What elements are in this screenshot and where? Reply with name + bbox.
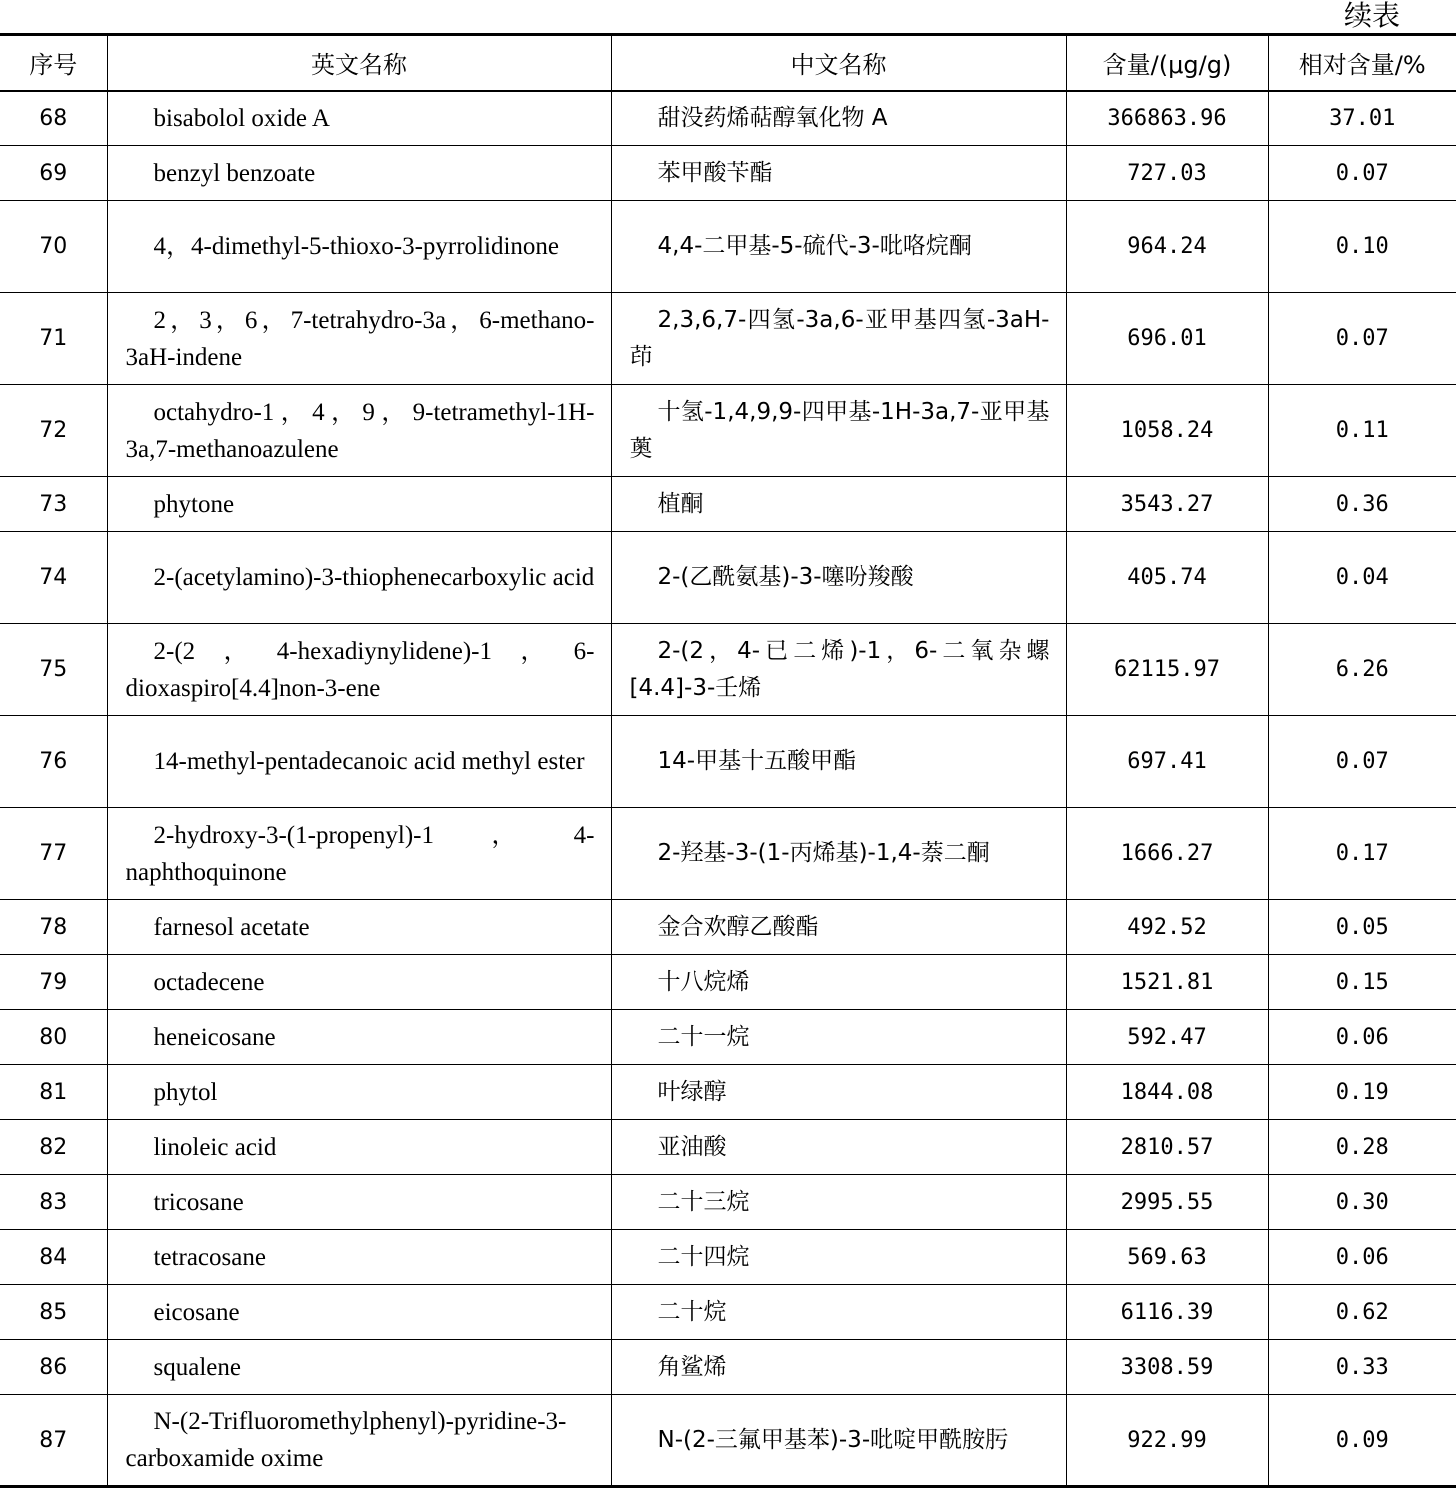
table-row	[0, 532, 1456, 624]
cell-no: 76	[0, 716, 107, 808]
cell-no: 84	[0, 1230, 107, 1285]
cell-amount: 366863.96	[1066, 91, 1268, 146]
cell-english-name: 2-(acetylamino)-3-thiophenecarboxylic acid	[107, 532, 611, 624]
table-row	[0, 624, 1456, 716]
cell-amount: 2810.57	[1066, 1120, 1268, 1175]
table-header	[0, 35, 1456, 91]
cell-chinese-name: 亚油酸	[611, 1120, 1066, 1175]
cell-relative-amount: 0.28	[1268, 1120, 1456, 1175]
cell-english-name: phytone	[107, 477, 611, 532]
cell-no: 87	[0, 1395, 107, 1487]
table-row	[0, 201, 1456, 293]
cell-no: 71	[0, 293, 107, 385]
cell-chinese-name: 十氢-1,4,9,9-四甲基-1H-3a,7-亚甲基薁	[611, 385, 1066, 477]
cell-english-name: octadecene	[107, 955, 611, 1010]
table-row	[0, 1175, 1456, 1230]
cell-chinese-name: N-(2-三氟甲基苯)-3-吡啶甲酰胺肟	[611, 1395, 1066, 1487]
cell-relative-amount: 0.36	[1268, 477, 1456, 532]
cell-english-name: benzyl benzoate	[107, 146, 611, 201]
table-row	[0, 1230, 1456, 1285]
cell-relative-amount: 0.07	[1268, 293, 1456, 385]
cell-relative-amount: 0.11	[1268, 385, 1456, 477]
header-relative-amount: 相对含量/%	[1268, 35, 1456, 91]
cell-amount: 1666.27	[1066, 808, 1268, 900]
table-row	[0, 1285, 1456, 1340]
cell-chinese-name: 苯甲酸苄酯	[611, 146, 1066, 201]
cell-no: 70	[0, 201, 107, 293]
table-row	[0, 1395, 1456, 1487]
table-row	[0, 1065, 1456, 1120]
cell-no: 79	[0, 955, 107, 1010]
cell-chinese-name: 角鲨烯	[611, 1340, 1066, 1395]
cell-chinese-name: 甜没药烯萜醇氧化物 A	[611, 91, 1066, 146]
cell-relative-amount: 0.62	[1268, 1285, 1456, 1340]
cell-no: 72	[0, 385, 107, 477]
cell-amount: 696.01	[1066, 293, 1268, 385]
cell-english-name: eicosane	[107, 1285, 611, 1340]
cell-english-name: linoleic acid	[107, 1120, 611, 1175]
cell-english-name: squalene	[107, 1340, 611, 1395]
cell-amount: 3543.27	[1066, 477, 1268, 532]
cell-no: 68	[0, 91, 107, 146]
cell-no: 69	[0, 146, 107, 201]
cell-english-name: phytol	[107, 1065, 611, 1120]
cell-relative-amount: 0.17	[1268, 808, 1456, 900]
cell-chinese-name: 十八烷烯	[611, 955, 1066, 1010]
table-row	[0, 385, 1456, 477]
cell-relative-amount: 0.19	[1268, 1065, 1456, 1120]
cell-relative-amount: 0.10	[1268, 201, 1456, 293]
table-row	[0, 900, 1456, 955]
cell-no: 77	[0, 808, 107, 900]
cell-relative-amount: 6.26	[1268, 624, 1456, 716]
cell-no: 80	[0, 1010, 107, 1065]
cell-english-name: 2-(2，4-hexadiynylidene)-1，6-dioxaspiro[4.4]non-3-ene	[107, 624, 611, 716]
compound-table	[0, 33, 1456, 1488]
cell-amount: 569.63	[1066, 1230, 1268, 1285]
cell-chinese-name: 金合欢醇乙酸酯	[611, 900, 1066, 955]
cell-english-name: N-(2-Trifluoromethylphenyl)-pyridine-3-carboxamide oxime	[107, 1395, 611, 1487]
header-english-name: 英文名称	[107, 35, 611, 91]
cell-english-name: 14-methyl-pentadecanoic acid methyl ester	[107, 716, 611, 808]
table-row	[0, 146, 1456, 201]
cell-no: 82	[0, 1120, 107, 1175]
cell-english-name: farnesol acetate	[107, 900, 611, 955]
cell-amount: 697.41	[1066, 716, 1268, 808]
cell-relative-amount: 0.09	[1268, 1395, 1456, 1487]
cell-amount: 2995.55	[1066, 1175, 1268, 1230]
cell-amount: 727.03	[1066, 146, 1268, 201]
cell-chinese-name: 2,3,6,7-四氢-3a,6-亚甲基四氢-3aH-茚	[611, 293, 1066, 385]
header-chinese-name: 中文名称	[611, 35, 1066, 91]
cell-english-name: 2，3，6，7-tetrahydro-3a，6-methano-3aH-indene	[107, 293, 611, 385]
table-row	[0, 1340, 1456, 1395]
cell-chinese-name: 植酮	[611, 477, 1066, 532]
cell-english-name: tricosane	[107, 1175, 611, 1230]
table-body	[0, 91, 1456, 1487]
cell-amount: 922.99	[1066, 1395, 1268, 1487]
cell-no: 73	[0, 477, 107, 532]
cell-relative-amount: 0.07	[1268, 716, 1456, 808]
header-amount: 含量/(μg/g)	[1066, 35, 1268, 91]
cell-english-name: tetracosane	[107, 1230, 611, 1285]
cell-amount: 405.74	[1066, 532, 1268, 624]
cell-chinese-name: 二十一烷	[611, 1010, 1066, 1065]
table-row	[0, 477, 1456, 532]
cell-no: 75	[0, 624, 107, 716]
cell-relative-amount: 37.01	[1268, 91, 1456, 146]
cell-english-name: 2-hydroxy-3-(1-propenyl)-1，4-naphthoquinone	[107, 808, 611, 900]
table-row	[0, 1010, 1456, 1065]
cell-relative-amount: 0.30	[1268, 1175, 1456, 1230]
cell-chinese-name: 二十烷	[611, 1285, 1066, 1340]
cell-chinese-name: 叶绿醇	[611, 1065, 1066, 1120]
cell-chinese-name: 2-(2，4-已二烯)-1，6-二氧杂螺[4.4]-3-壬烯	[611, 624, 1066, 716]
table-row	[0, 293, 1456, 385]
cell-relative-amount: 0.04	[1268, 532, 1456, 624]
cell-chinese-name: 2-羟基-3-(1-丙烯基)-1,4-萘二酮	[611, 808, 1066, 900]
cell-amount: 1521.81	[1066, 955, 1268, 1010]
cell-amount: 1058.24	[1066, 385, 1268, 477]
cell-relative-amount: 0.07	[1268, 146, 1456, 201]
table-continued-label: 续表	[1343, 0, 1400, 32]
cell-amount: 3308.59	[1066, 1340, 1268, 1395]
cell-amount: 62115.97	[1066, 624, 1268, 716]
cell-english-name: heneicosane	[107, 1010, 611, 1065]
cell-english-name: 4，4-dimethyl-5-thioxo-3-pyrrolidinone	[107, 201, 611, 293]
cell-no: 85	[0, 1285, 107, 1340]
cell-chinese-name: 二十三烷	[611, 1175, 1066, 1230]
cell-no: 74	[0, 532, 107, 624]
cell-no: 83	[0, 1175, 107, 1230]
cell-amount: 1844.08	[1066, 1065, 1268, 1120]
table-row	[0, 91, 1456, 146]
cell-amount: 6116.39	[1066, 1285, 1268, 1340]
cell-chinese-name: 2-(乙酰氨基)-3-噻吩羧酸	[611, 532, 1066, 624]
header-no: 序号	[29, 51, 78, 80]
cell-relative-amount: 0.15	[1268, 955, 1456, 1010]
cell-chinese-name: 4,4-二甲基-5-硫代-3-吡咯烷酮	[611, 201, 1066, 293]
cell-amount: 492.52	[1066, 900, 1268, 955]
cell-chinese-name: 二十四烷	[611, 1230, 1066, 1285]
cell-chinese-name: 14-甲基十五酸甲酯	[611, 716, 1066, 808]
cell-relative-amount: 0.05	[1268, 900, 1456, 955]
table-row	[0, 716, 1456, 808]
cell-english-name: octahydro-1，4，9，9-tetramethyl-1H-3a,7-methanoazulene	[107, 385, 611, 477]
table-row	[0, 808, 1456, 900]
table-row	[0, 955, 1456, 1010]
cell-no: 86	[0, 1340, 107, 1395]
cell-amount: 592.47	[1066, 1010, 1268, 1065]
cell-no: 78	[0, 900, 107, 955]
cell-relative-amount: 0.06	[1268, 1010, 1456, 1065]
table-row	[0, 1120, 1456, 1175]
cell-english-name: bisabolol oxide A	[107, 91, 611, 146]
cell-relative-amount: 0.06	[1268, 1230, 1456, 1285]
cell-no: 81	[0, 1065, 107, 1120]
cell-amount: 964.24	[1066, 201, 1268, 293]
cell-relative-amount: 0.33	[1268, 1340, 1456, 1395]
